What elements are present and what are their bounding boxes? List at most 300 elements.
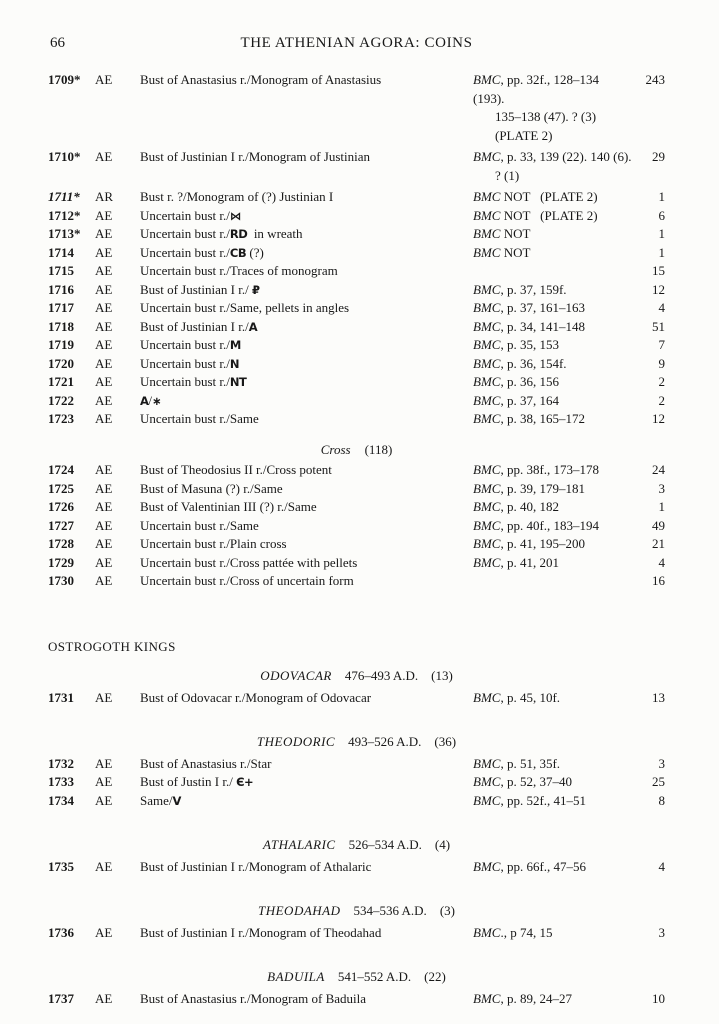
bmc-reference: [473, 924, 633, 943]
coin-description: [140, 410, 473, 429]
bmc-reference: [473, 148, 633, 185]
metal-code: AE: [95, 573, 113, 588]
ruler-name: BADUILA: [267, 969, 325, 984]
catalog-row: [48, 71, 665, 145]
bmc-reference: [473, 318, 633, 337]
reference-line: BMC, p. 36, 156: [473, 374, 559, 389]
specimen-count: 3: [658, 924, 665, 940]
catalog-row: [48, 244, 665, 263]
ruler-dates: 476–493 A.D.: [344, 668, 419, 683]
metal-code: AR: [95, 189, 114, 204]
metal-code: AE: [95, 72, 113, 87]
reference-line: BMC, pp. 40f., 183–194: [473, 517, 600, 533]
ruler-name: THEODAHAD: [258, 903, 341, 918]
catalog-row: [48, 461, 665, 480]
catalog-row: [48, 355, 665, 374]
desc-text: Uncertain bust r./: [140, 226, 230, 241]
reference-line: BMC, pp. 32f., 128–134 (193).: [473, 72, 600, 106]
specimen-count: 51: [652, 318, 665, 334]
bmc-abbrev: BMC: [473, 858, 501, 874]
entry-number: 1727: [48, 517, 74, 533]
metal-code: AE: [95, 480, 113, 496]
bmc-abbrev: BMC: [473, 536, 501, 551]
catalog-row: [48, 336, 665, 355]
ruler-count: (13): [431, 668, 453, 683]
bmc-reference: [473, 71, 633, 145]
catalog-row: [48, 392, 665, 411]
reference-line: BMC, p. 37, 161–163: [473, 300, 585, 315]
metal-code: AE: [95, 207, 113, 223]
metal-code: AE: [95, 990, 113, 1006]
coin-description: [140, 689, 473, 708]
reference-line: BMC, p. 33, 139 (22). 140 (6).: [473, 149, 632, 164]
coin-description: [140, 498, 473, 517]
coin-description: [140, 773, 473, 792]
monogram-symbol: NT: [229, 375, 247, 389]
reference-line: BMC NOT: [473, 244, 531, 260]
entry-number: 1737: [48, 990, 74, 1006]
coin-description: [140, 225, 473, 244]
bmc-reference: [473, 554, 633, 573]
catalog-row: [48, 924, 665, 943]
reference-line: BMC, p. 36, 154f.: [473, 355, 567, 371]
coin-description: [140, 572, 473, 591]
desc-text: Bust of Anastasius r./Monogram of Baduila: [140, 990, 367, 1006]
specimen-count: 1: [658, 499, 665, 514]
bmc-abbrev: BMC: [473, 244, 501, 260]
metal-code: AE: [95, 374, 113, 389]
entry-number: 1712*: [48, 207, 81, 223]
specimen-count: 21: [652, 536, 665, 551]
ruler-name: ODOVACAR: [260, 668, 332, 683]
monogram-symbol: Є+: [236, 775, 254, 789]
catalog-row: [48, 554, 665, 573]
entry-number: 1722: [48, 392, 74, 408]
catalog-row: [48, 318, 665, 337]
desc-text: Bust of Anastasius r./Monogram of Anastasius: [140, 72, 382, 87]
bmc-abbrev: BMC: [473, 337, 501, 352]
ruler-heading: [48, 836, 665, 855]
ruler-heading: [48, 667, 665, 686]
coin-description: [140, 990, 473, 1009]
catalog-row: [48, 792, 665, 811]
desc-text: Uncertain bust r./Cross of uncertain form: [140, 573, 354, 588]
coin-description: [140, 792, 473, 811]
monogram-symbol: RD: [229, 227, 248, 241]
bmc-abbrev: BMC: [473, 499, 501, 514]
metal-code: AE: [95, 411, 113, 426]
coin-description: [140, 299, 473, 318]
bmc-reference: [473, 461, 633, 480]
metal-code: AE: [95, 337, 113, 352]
monogram-symbol: A: [140, 393, 149, 408]
catalog-row: [48, 755, 665, 774]
coin-description: [140, 392, 473, 411]
metal-code: AE: [95, 263, 113, 278]
entry-number: 1725: [48, 480, 74, 496]
reference-line: BMC, pp. 66f., 47–56: [473, 858, 587, 874]
page-title: THE ATHENIAN AGORA: COINS: [240, 35, 473, 51]
bmc-abbrev: BMC: [473, 554, 501, 570]
bmc-abbrev: BMC: [473, 792, 501, 808]
desc-text: Uncertain bust r./Traces of monogram: [140, 263, 338, 278]
ruler-count: (36): [434, 734, 457, 749]
ruler-heading: [48, 968, 665, 987]
metal-code: AE: [95, 858, 113, 874]
reference-line: BMC, p. 41, 201: [473, 554, 559, 570]
monogram-symbol: A: [248, 319, 258, 334]
entry-number: 1733: [48, 774, 74, 789]
bmc-abbrev: BMC: [473, 355, 501, 371]
desc-text: /: [148, 392, 153, 408]
metal-code: AE: [95, 536, 113, 551]
coin-description: [140, 188, 473, 207]
entry-number: 1715: [48, 263, 74, 278]
section-heading: OSTROGOTH KINGS: [48, 638, 176, 654]
catalog-row: [48, 498, 665, 517]
coin-description: [140, 461, 473, 480]
specimen-count: 15: [652, 263, 665, 278]
desc-text: Uncertain bust r./Same: [140, 411, 259, 426]
coin-description: [140, 207, 473, 226]
bmc-abbrev: BMC: [473, 480, 501, 496]
ruler-name: THEODORIC: [256, 734, 336, 749]
bmc-reference: [473, 188, 633, 207]
bmc-abbrev: BMC: [473, 149, 501, 164]
coin-description: [140, 924, 473, 943]
coin-description: [140, 244, 473, 263]
entry-number: 1723: [48, 411, 74, 426]
coin-description: [140, 355, 473, 374]
bmc-abbrev: BMC: [473, 207, 501, 223]
entry-number: 1719: [48, 337, 74, 352]
specimen-count: 1: [658, 226, 665, 241]
entry-number: 1736: [48, 924, 74, 940]
specimen-count: 4: [658, 554, 665, 570]
desc-text: Bust of Justinian I r./: [140, 318, 249, 334]
reference-line: BMC, p. 35, 153: [473, 337, 559, 352]
catalog-row: [48, 262, 665, 281]
bmc-reference: [473, 336, 633, 355]
metal-code: AE: [95, 300, 113, 315]
entry-number: 1735: [48, 858, 74, 874]
monogram-symbol: N: [229, 356, 240, 371]
reference-line: BMC, p. 37, 159f.: [473, 281, 567, 297]
entry-number: 1716: [48, 281, 74, 297]
ruler-dates: 534–536 A.D.: [353, 903, 427, 918]
monogram-symbol: M: [229, 338, 241, 352]
monogram-symbol: V: [172, 793, 181, 808]
bmc-reference: [473, 498, 633, 517]
desc-text: Bust of Anastasius r./Star: [140, 755, 272, 771]
bmc-reference: [473, 535, 633, 554]
coin-description: [140, 517, 473, 536]
reference-line: BMC, p. 37, 164: [473, 392, 559, 408]
page-header: [48, 34, 665, 54]
specimen-count: 25: [652, 774, 665, 789]
bmc-reference: [473, 792, 633, 811]
reference-line: BMC NOT (PLATE 2): [473, 189, 598, 204]
metal-code: AE: [95, 244, 113, 260]
desc-text: Bust of Justinian I r./Monogram of Justinian: [140, 149, 371, 164]
catalog-row: [48, 689, 665, 708]
ruler-dates: 526–534 A.D.: [348, 837, 422, 852]
desc-text: Bust of Theodosius II r./Cross potent: [140, 462, 332, 477]
entry-number: 1710*: [48, 149, 81, 164]
bmc-reference: [473, 517, 633, 536]
catalog-row: [48, 148, 665, 185]
desc-text: in wreath: [247, 226, 303, 241]
bmc-reference: [473, 858, 633, 877]
desc-text: Uncertain bust r./Same: [140, 517, 259, 533]
bmc-reference: [473, 299, 633, 318]
bmc-abbrev: BMC: [473, 411, 501, 426]
desc-text: Uncertain bust r./: [140, 244, 230, 260]
ruler-count: (4): [434, 837, 451, 852]
reference-line: BMC, p. 52, 37–40: [473, 774, 572, 789]
coin-description: [140, 71, 473, 90]
desc-text: Uncertain bust r./: [140, 355, 230, 371]
bmc-abbrev: BMC: [473, 374, 501, 389]
catalog-row: [48, 535, 665, 554]
reference-line: 135–138 (47). ? (3): [495, 109, 597, 124]
reference-line: BMC, pp. 52f., 41–51: [473, 792, 587, 808]
bmc-reference: [473, 281, 633, 300]
desc-text: Uncertain bust r./Same, pellets in angles: [140, 300, 350, 315]
coin-description: [140, 281, 473, 300]
catalog-row: [48, 572, 665, 591]
bmc-abbrev: BMC: [473, 924, 501, 940]
type-heading: [48, 441, 665, 460]
bmc-abbrev: BMC: [473, 774, 501, 789]
specimen-count: 3: [658, 480, 665, 496]
catalog-row: [48, 858, 665, 877]
coin-description: [140, 554, 473, 573]
bmc-reference: [473, 480, 633, 499]
type-name: Cross: [320, 441, 351, 457]
desc-text: Bust r. ?/Monogram of (?) Justinian I: [140, 189, 334, 204]
ruler-name: ATHALARIC: [262, 837, 336, 852]
entry-number: 1724: [48, 462, 74, 477]
desc-text: Uncertain bust r./Plain cross: [140, 536, 287, 551]
metal-code: AE: [95, 792, 113, 808]
catalog-row: [48, 299, 665, 318]
catalog-row: [48, 225, 665, 244]
reference-line: BMC NOT: [473, 226, 531, 241]
specimen-count: 6: [658, 207, 665, 223]
entry-number: 1721: [48, 374, 74, 389]
catalog-row: [48, 207, 665, 226]
metal-code: AE: [95, 149, 113, 164]
entry-number: 1729: [48, 554, 74, 570]
bmc-abbrev: BMC: [473, 300, 501, 315]
ruler-heading: [48, 902, 665, 921]
entry-number: 1726: [48, 499, 74, 514]
entry-number: 1734: [48, 792, 74, 808]
bmc-abbrev: BMC: [473, 392, 501, 408]
catalog-row: [48, 990, 665, 1009]
reference-line: BMC., p 74, 15: [473, 924, 553, 940]
reference-line: BMC, p. 34, 141–148: [473, 318, 585, 334]
specimen-count: 16: [652, 573, 665, 588]
bmc-abbrev: BMC: [473, 517, 501, 533]
bmc-abbrev: BMC: [473, 462, 501, 477]
entry-number: 1720: [48, 355, 74, 371]
desc-text: Uncertain bust r./: [140, 374, 230, 389]
entry-number: 1732: [48, 755, 74, 771]
ruler-count: (22): [424, 969, 446, 984]
catalog-row: [48, 517, 665, 536]
coin-description: [140, 148, 473, 167]
coin-description: [140, 373, 473, 392]
bmc-reference: [473, 410, 633, 429]
entry-number: 1717: [48, 300, 74, 315]
catalog-row: [48, 373, 665, 392]
desc-text: Bust of Valentinian III (?) r./Same: [140, 499, 317, 514]
metal-code: AE: [95, 462, 113, 477]
specimen-count: 13: [652, 689, 665, 705]
bmc-reference: [473, 244, 633, 263]
monogram-symbol: ⋈: [229, 208, 241, 223]
metal-code: AE: [95, 517, 113, 533]
specimen-count: 2: [658, 392, 665, 408]
metal-code: AE: [95, 774, 113, 789]
coin-catalog: [48, 71, 665, 1008]
reference-line: BMC, p. 89, 24–27: [473, 990, 572, 1006]
reference-line: BMC, p. 40, 182: [473, 499, 559, 514]
specimen-count: 4: [658, 300, 665, 315]
desc-text: Uncertain bust r./: [140, 337, 230, 352]
coin-description: [140, 858, 473, 877]
bmc-reference: [473, 207, 633, 226]
metal-code: AE: [95, 755, 113, 771]
reference-line: BMC, pp. 38f., 173–178: [473, 462, 600, 477]
bmc-abbrev: BMC: [473, 318, 501, 334]
ruler-dates: 493–526 A.D.: [348, 734, 422, 749]
coin-description: [140, 535, 473, 554]
specimen-count: 3: [658, 755, 665, 771]
page-number: 66: [50, 35, 65, 51]
monogram-symbol: ₽: [251, 282, 260, 297]
entry-number: 1718: [48, 318, 74, 334]
bmc-reference: [473, 373, 633, 392]
metal-code: AE: [95, 499, 113, 514]
specimen-count: 10: [652, 990, 665, 1006]
metal-code: AE: [95, 355, 113, 371]
metal-code: AE: [95, 281, 113, 297]
metal-code: AE: [95, 924, 113, 940]
entry-number: 1731: [48, 689, 74, 705]
bmc-reference: [473, 990, 633, 1009]
entry-number: 1730: [48, 573, 74, 588]
desc-text: Uncertain bust r./Cross pattée with pellets: [140, 554, 358, 570]
metal-code: AE: [95, 226, 113, 241]
specimen-count: 2: [658, 374, 665, 389]
metal-code: AE: [95, 689, 113, 705]
bmc-abbrev: BMC: [473, 990, 501, 1006]
specimen-count: 1: [658, 244, 665, 260]
coin-description: [140, 755, 473, 774]
specimen-count: 9: [658, 355, 665, 371]
bmc-reference: [473, 755, 633, 774]
catalog-row: [48, 188, 665, 207]
bmc-reference: [473, 392, 633, 411]
specimen-count: 8: [658, 792, 665, 808]
desc-text: Same/: [140, 792, 173, 808]
desc-text: (?): [246, 244, 264, 260]
specimen-count: 7: [658, 337, 665, 352]
entry-number: 1728: [48, 536, 74, 551]
desc-text: Bust of Justinian I r./: [140, 281, 252, 297]
bmc-abbrev: BMC: [473, 226, 501, 241]
ruler-dates: 541–552 A.D.: [337, 969, 412, 984]
bmc-abbrev: BMC: [473, 755, 501, 771]
metal-code: AE: [95, 318, 113, 334]
ruler-count: (3): [439, 903, 455, 918]
desc-text: Bust of Masuna (?) r./Same: [140, 480, 283, 496]
metal-code: AE: [95, 392, 113, 408]
entry-number: 1713*: [48, 226, 81, 241]
specimen-count: 12: [652, 411, 665, 426]
specimen-count: 12: [652, 281, 665, 297]
coin-description: [140, 262, 473, 281]
catalog-row: [48, 410, 665, 429]
desc-text: Uncertain bust r./: [140, 207, 230, 223]
specimen-count: 29: [652, 149, 665, 164]
catalog-row: [48, 480, 665, 499]
reference-line: ? (1): [495, 167, 520, 183]
bmc-reference: [473, 773, 633, 792]
ruler-heading: [48, 733, 665, 752]
specimen-count: 243: [645, 72, 665, 87]
catalog-row: [48, 773, 665, 792]
coin-description: [140, 480, 473, 499]
reference-line: BMC, p. 41, 195–200: [473, 536, 585, 551]
coin-description: [140, 336, 473, 355]
specimen-count: 1: [658, 189, 665, 204]
coin-description: [140, 318, 473, 337]
bmc-reference: [473, 689, 633, 708]
type-count: (118): [364, 441, 393, 457]
bmc-reference: [473, 355, 633, 374]
reference-line: BMC, p. 39, 179–181: [473, 480, 585, 496]
entry-number: 1714: [48, 244, 74, 260]
reference-line: BMC, p. 51, 35f.: [473, 755, 561, 771]
desc-text: Bust of Justinian I r./Monogram of Theodahad: [140, 924, 382, 940]
entry-number: 1711*: [48, 189, 80, 204]
monogram-symbol: ∗: [152, 393, 162, 408]
desc-text: Bust of Odovacar r./Monogram of Odovacar: [140, 689, 372, 705]
metal-code: AE: [95, 554, 113, 570]
bmc-abbrev: BMC: [473, 72, 501, 87]
entry-number: 1709*: [48, 72, 81, 87]
desc-text: Bust of Justin I r./: [140, 774, 237, 789]
specimen-count: 49: [652, 517, 665, 533]
reference-line: BMC NOT (PLATE 2): [473, 207, 598, 223]
bmc-abbrev: BMC: [473, 689, 501, 705]
catalog-row: [48, 281, 665, 300]
desc-text: Bust of Justinian I r./Monogram of Athalaric: [140, 858, 372, 874]
reference-line: BMC, p. 38, 165–172: [473, 411, 585, 426]
bmc-abbrev: BMC: [473, 281, 501, 297]
reference-line: (PLATE 2): [495, 127, 553, 143]
bmc-reference: [473, 225, 633, 244]
reference-line: BMC, p. 45, 10f.: [473, 689, 561, 705]
specimen-count: 24: [652, 462, 665, 477]
monogram-symbol: CB: [229, 245, 247, 260]
specimen-count: 4: [658, 858, 665, 874]
bmc-abbrev: BMC: [473, 189, 501, 204]
